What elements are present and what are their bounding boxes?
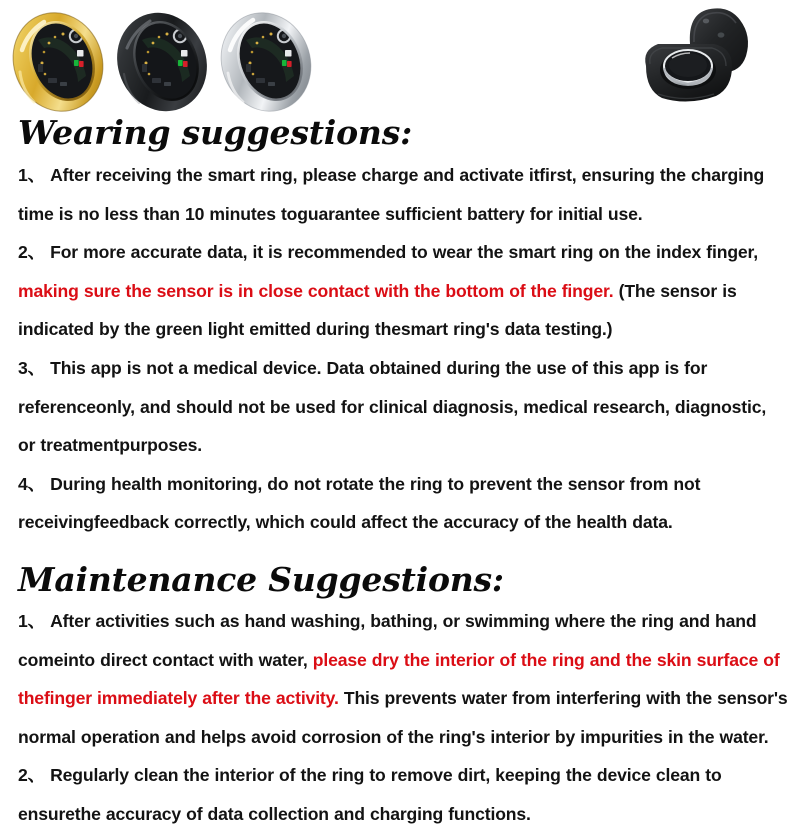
maintenance-suggestions-list (18, 602, 788, 834)
item-text: After receiving the smart ring, please charge and activate itfirst, ensuring the charging time is no less than 10 minutes toguarantee sufficient battery for initial use. (18, 165, 765, 224)
item-text: During health monitoring, do not rotate the ring to prevent the sensor from not receivingfeedback correctly, which could affect the accuracy of the health data. (18, 473, 701, 533)
charging-case-image (628, 4, 778, 121)
charging-case-illustration (628, 4, 778, 116)
maintenance-suggestions-section (0, 559, 800, 834)
item-number: 2、 (18, 765, 46, 786)
instruction-item (18, 156, 788, 233)
item-text: This app is not a medical device. Data obtained during the use of this app is for referenceonly, and should not be used for clinical diagnosis, medical research, diagnostic, or treatmentpurposes. (18, 357, 767, 456)
gold-smart-ring-image (8, 6, 112, 123)
gold-ring-illustration (8, 6, 112, 118)
highlighted-text: please dry the interior of the ring and the skin surface of thefinger immediately after the activity. (18, 649, 780, 709)
item-number: 1、 (18, 165, 46, 185)
instruction-item (18, 465, 788, 542)
instruction-item (18, 349, 788, 465)
item-number: 3、 (18, 357, 46, 378)
item-text: For more accurate data, it is recommended to wear the smart ring on the index finger, (50, 242, 759, 263)
highlighted-text: making sure the sensor is in close contact with the bottom of the finger. (18, 280, 614, 301)
maintenance-suggestions-heading: Maintenance Suggestions: (18, 559, 504, 599)
item-text: This prevents water from interfering with the sensor's normal operation and helps avoid corrosion of the ring's interior by impurities in the water. (18, 688, 788, 747)
wearing-suggestions-heading: Wearing suggestions: (18, 113, 413, 152)
instructions-content (0, 112, 800, 834)
silver-smart-ring-image (216, 6, 320, 123)
item-number: 2、 (18, 242, 46, 263)
wearing-suggestions-list (18, 156, 788, 542)
black-smart-ring-image (112, 6, 216, 123)
instruction-item (18, 233, 788, 349)
item-text: After activities such as hand washing, bathing, or swimming where the ring and hand comeinto direct contact with water, (18, 610, 757, 670)
wearing-suggestions-section (0, 112, 800, 542)
ring-in-case (664, 50, 712, 86)
item-text: (The sensor is indicated by the green light emitted during thesmart ring's data testing.) (18, 280, 737, 340)
silver-ring-illustration (216, 6, 320, 118)
item-number: 4、 (18, 473, 46, 494)
black-ring-illustration (112, 6, 216, 118)
instruction-item (18, 756, 788, 833)
instruction-item (18, 602, 788, 756)
item-number: 1、 (18, 610, 46, 631)
product-image-strip (0, 0, 800, 118)
item-text: Regularly clean the interior of the ring to remove dirt, keeping the device clean to ensurethe accuracy of data collection and charging functions. (18, 765, 722, 824)
